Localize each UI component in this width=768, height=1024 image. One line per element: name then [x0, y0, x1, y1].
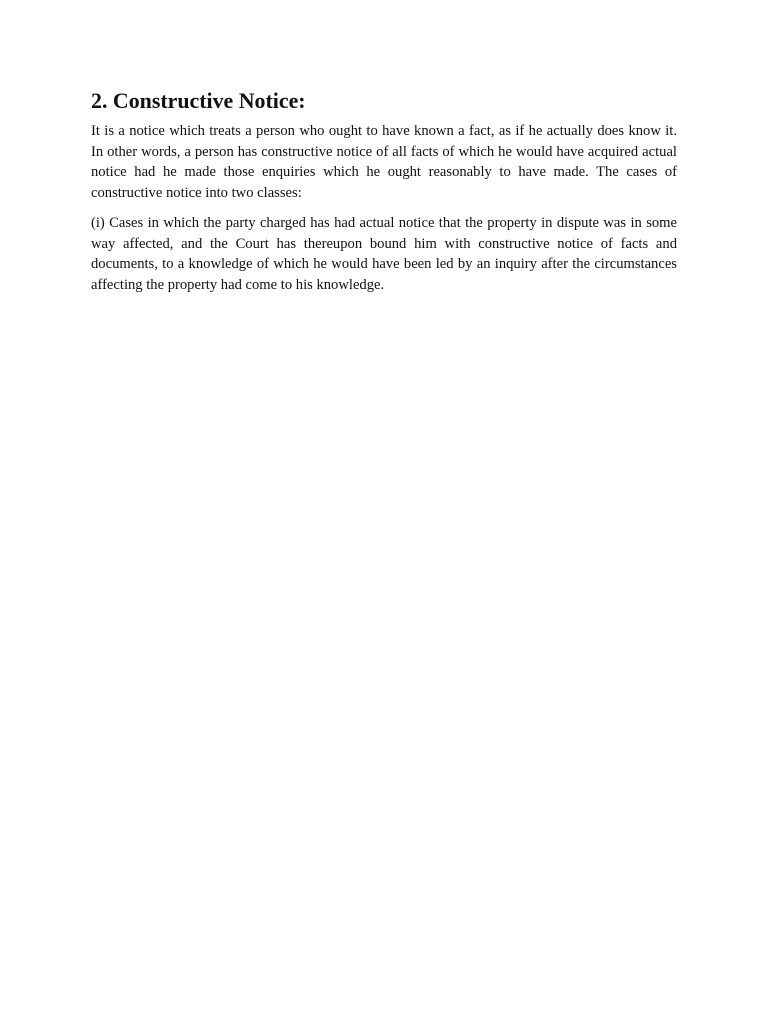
document-body — [91, 88, 677, 305]
section-heading: 2. Constructive Notice: — [91, 88, 306, 113]
paragraph-definition: It is a notice which treats a person who ought to have known a fact, as if he actually does know it. In other words, a person has constructive notice of all facts of which he would have acquired actual notice had he made those enquiries which he ought reasonably to have made. The cases of constructive notice into two classes: — [91, 123, 677, 201]
paragraph-class-one: (i) Cases in which the party charged has had actual notice that the property in dispute was in some way affected, and the Court has thereupon bound him with constructive notice of facts and documents, to a knowledge of which he would have been led by an inquiry after the circumstances affecting the property had come to his knowledge. — [91, 215, 677, 293]
